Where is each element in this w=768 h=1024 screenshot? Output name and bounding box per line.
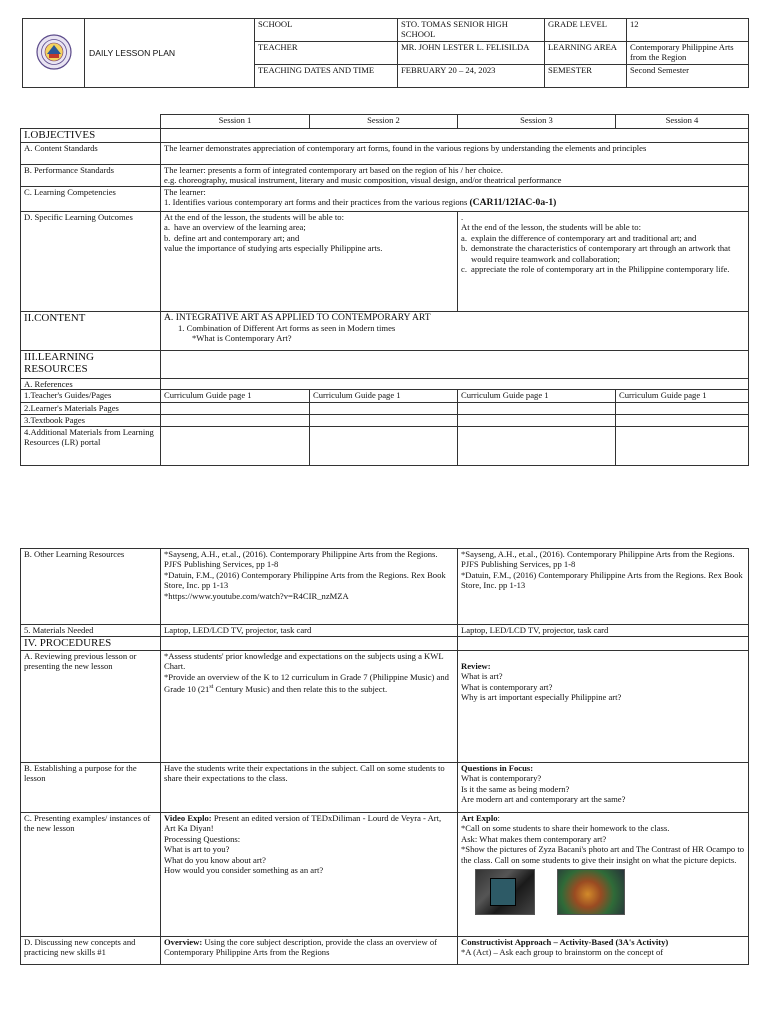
dates-value: FEBRUARY 20 – 24, 2023 — [398, 65, 545, 88]
outcomes-left-intro: At the end of the lesson, the students will be able to: — [164, 212, 344, 222]
overview-text: Using the core subject description, provide the class an overview of Contemporary Philippine Arts from the Regions — [164, 937, 438, 958]
textbook-s3 — [458, 415, 616, 426]
performance-standards-label: B. Performance Standards — [21, 165, 161, 187]
examples-right — [458, 813, 749, 937]
header-table — [22, 18, 749, 88]
outcomes-right-a: explain the difference of contemporary art and traditional art; and — [471, 232, 697, 243]
content-line-1: A. INTEGRATIVE ART AS APPLIED TO CONTEMPORARY ART — [164, 312, 431, 323]
content-line-2: 1. Combination of Different Art forms as seen in Modern times — [178, 323, 396, 333]
purpose-right-q3: Are modern art and contemporary art the same? — [461, 794, 626, 805]
teachers-guide-session-1: Curriculum Guide page 1 — [161, 390, 310, 403]
examples-right-2: Ask: What makes them contemporary art? — [461, 833, 607, 844]
performance-standards-text — [161, 165, 749, 187]
outcomes-right-dot: . — [461, 212, 464, 222]
outcomes-left-a: have an overview of the learning area; — [174, 222, 306, 233]
outcomes-right-b: demonstrate the characteristics of contemporary art through an artwork that would require teamwork and collaboration; — [471, 243, 731, 264]
procedures-blank-left — [161, 637, 458, 651]
resources-blank — [161, 351, 749, 379]
teachers-guide-session-4: Curriculum Guide page 1 — [616, 390, 749, 403]
competencies-label: C. Learning Competencies — [21, 187, 161, 212]
review-left-2b: Century Music) and then relate this to the subject. — [213, 684, 388, 695]
textbook-label: 3.Textbook Pages — [21, 415, 161, 426]
outcomes-right-intro: At the end of the lesson, the students will be able to: — [461, 222, 641, 233]
additional-s4 — [616, 426, 749, 465]
learners-materials-label: 2.Learner's Materials Pages — [21, 403, 161, 415]
purpose-right-q2: Is it the same as being modern? — [461, 783, 570, 794]
specific-outcomes-left: At the end of the lesson, the students will be able to: a. have an overview of the learning area; b. define art and contemporary art; and value the importance of studying arts especially Philippine arts. — [161, 212, 458, 312]
learners-s1 — [161, 403, 310, 415]
school-label: SCHOOL — [255, 19, 398, 42]
review-left-2a: *Provide an overview of the K to 12 curriculum in Grade 7 (Philippine Music) and Grade 10 (21 — [164, 671, 449, 695]
content-heading: II.CONTENT — [21, 312, 161, 351]
review-right-q2: What is contemporary art? — [461, 681, 553, 692]
deped-seal-icon — [36, 34, 72, 70]
materials-label: 5. Materials Needed — [21, 625, 161, 637]
learners-s2 — [310, 403, 458, 415]
examples-left — [161, 813, 458, 937]
review-left — [161, 651, 458, 763]
other-left-1: *Sayseng, A.H., et.al., (2016). Contemporary Philippine Arts from the Regions. PJFS Publishing Services, pp 1-8 — [164, 549, 438, 570]
contrast-painting-image — [557, 869, 625, 915]
objectives-heading: I.OBJECTIVES — [21, 129, 161, 143]
procedures-heading: IV. PROCEDURES — [21, 637, 161, 651]
constructivist-label: Constructivist Approach – Activity-Based (3A's Activity) — [461, 937, 669, 947]
references-label: A. References — [21, 379, 161, 390]
outcomes-left-b: define art and contemporary art; and — [174, 232, 300, 243]
content-line-3: *What is Contemporary Art? — [192, 333, 292, 344]
other-left-3: *https://www.youtube.com/watch?v=R4CIR_nzMZA — [164, 590, 349, 601]
session-2-header: Session 2 — [310, 115, 458, 129]
teacher-value: MR. JOHN LESTER L. FELISILDA — [398, 42, 545, 65]
teacher-label: TEACHER — [255, 42, 398, 65]
objectives-blank — [161, 129, 749, 143]
review-right-q3: Why is art important especially Philippine art? — [461, 692, 622, 703]
purpose-right — [458, 763, 749, 813]
photo-art-image — [475, 869, 535, 915]
examples-right-3: *Show the pictures of Zyza Bacani's photo art and The Contrast of HR Ocampo to the class. Call on some students to give their insight on what the picture depicts. — [461, 844, 745, 865]
discussing-label: D. Discussing new concepts and practicing new skills #1 — [21, 937, 161, 965]
review-right-title: Review: — [461, 661, 491, 671]
content-standards-text: The learner demonstrates appreciation of contemporary art forms, found in the various regions by understanding the elements and principles — [161, 143, 749, 165]
review-left-2 — [164, 672, 454, 695]
area-label: LEARNING AREA — [545, 42, 627, 65]
grade-value: 12 — [627, 19, 749, 42]
teachers-guides-label: 1.Teacher's Guides/Pages — [21, 390, 161, 403]
blank-corner — [21, 115, 161, 129]
lesson-plan-table-1 — [20, 114, 749, 466]
examples-left-q1: What is art to you? — [164, 844, 230, 855]
performance-line-2: e.g. choreography, musical instrument, literary and music composition, visual design, and/or theatrical performance — [164, 175, 562, 186]
other-resources-right — [458, 549, 749, 625]
textbook-s1 — [161, 415, 310, 426]
outcomes-left-c: value the importance of studying arts especially Philippine arts. — [164, 243, 383, 254]
purpose-left: Have the students write their expectations in the subject. Call on some students to share their expectations to the class. — [161, 763, 458, 813]
content-standards-label: A. Content Standards — [21, 143, 161, 165]
additional-materials-label: 4.Additional Materials from Learning Resources (LR) portal — [21, 426, 161, 465]
other-resources-label: B. Other Learning Resources — [21, 549, 161, 625]
page-title: DAILY LESSON PLAN — [85, 19, 255, 88]
teachers-guide-session-3: Curriculum Guide page 1 — [458, 390, 616, 403]
area-value: Contemporary Philippine Arts from the Region — [627, 42, 749, 65]
procedures-blank-right — [458, 637, 749, 651]
resources-heading: III.LEARNING RESOURCES — [21, 351, 161, 379]
outcomes-right-c: appreciate the role of contemporary art in the Philippine contemporary life. — [471, 264, 730, 275]
constructivist-text: *A (Act) – Ask each group to brainstorm on the concept of — [461, 947, 664, 958]
specific-outcomes-label: D. Specific Learning Outcomes — [21, 212, 161, 312]
textbook-s4 — [616, 415, 749, 426]
review-right — [458, 651, 749, 763]
semester-value: Second Semester — [627, 65, 749, 88]
discussing-right — [458, 937, 749, 965]
session-4-header: Session 4 — [616, 115, 749, 129]
processing-questions: Processing Questions: — [164, 833, 241, 844]
overview-label: Overview: — [164, 937, 203, 947]
dates-label: TEACHING DATES AND TIME — [255, 65, 398, 88]
purpose-right-title: Questions in Focus: — [461, 763, 534, 773]
purpose-label: B. Establishing a purpose for the lesson — [21, 763, 161, 813]
additional-s1 — [161, 426, 310, 465]
review-left-2sup: st — [209, 684, 214, 691]
additional-s3 — [458, 426, 616, 465]
other-left-2: *Datuin, F.M., (2016) Contemporary Philippine Arts from the Regions. Rex Book Store, Inc. pp 1-13 — [164, 569, 446, 591]
art-explo-label: Art Explo — [461, 813, 498, 823]
learners-s4 — [616, 403, 749, 415]
lesson-plan-table-2 — [20, 548, 749, 965]
examples-left-q3: How would you consider something as an art? — [164, 865, 324, 876]
video-explo-text: Present an edited version of TEDxDiliman - Lourd de Veyra - Art, Art Ka Diyan! — [164, 813, 442, 834]
competencies-line-1: The learner: — [164, 187, 206, 197]
references-blank — [161, 379, 749, 390]
school-value: STO. TOMAS SENIOR HIGH SCHOOL — [398, 19, 545, 42]
other-right-1: *Sayseng, A.H., et.al., (2016). Contemporary Philippine Arts from the Regions. PJFS Publishing Services, pp 1-8 — [461, 549, 735, 570]
competencies-text — [161, 187, 749, 212]
purpose-right-q1: What is contemporary? — [461, 773, 542, 784]
video-explo-label: Video Explo: — [164, 813, 212, 823]
session-3-header: Session 3 — [458, 115, 616, 129]
session-1-header: Session 1 — [161, 115, 310, 129]
examples-left-q2: What do you know about art? — [164, 854, 266, 865]
discussing-left — [161, 937, 458, 965]
materials-left: Laptop, LED/LCD TV, projector, task card — [161, 625, 458, 637]
other-resources-left — [161, 549, 458, 625]
specific-outcomes-right: . At the end of the lesson, the students will be able to: a. explain the difference of contemporary art and traditional art; and b. demonstrate the characteristics of contemporary art through an artwork that would require teamwork and collaboration; c. appreciate the role of contemporary art in the Philippine contemporary life. — [458, 212, 749, 312]
content-text — [161, 312, 749, 351]
semester-label: SEMESTER — [545, 65, 627, 88]
grade-label: GRADE LEVEL — [545, 19, 627, 42]
textbook-s2 — [310, 415, 458, 426]
art-explo-colon: : — [497, 813, 500, 823]
review-right-q1: What is art? — [461, 671, 503, 682]
competencies-code: (CAR11/12IAC-0a-1) — [469, 197, 557, 209]
review-left-1: *Assess students' prior knowledge and expectations on the subjects using a KWL Chart. — [164, 651, 444, 672]
examples-right-1: *Call on some students to share their homework to the class. — [461, 823, 670, 834]
additional-s2 — [310, 426, 458, 465]
materials-right: Laptop, LED/LCD TV, projector, task card — [458, 625, 749, 637]
other-right-2: *Datuin, F.M., (2016) Contemporary Philippine Arts from the Regions. Rex Book Store, Inc. pp 1-13 — [461, 569, 743, 591]
examples-label: C. Presenting examples/ instances of the new lesson — [21, 813, 161, 937]
performance-line-1: The learner: presents a form of integrated contemporary art based on the region of his / her choice. — [164, 165, 503, 175]
competencies-line-2: 1. Identifies various contemporary art forms and their practices from the various regions — [164, 197, 468, 208]
teachers-guide-session-2: Curriculum Guide page 1 — [310, 390, 458, 403]
learners-s3 — [458, 403, 616, 415]
deped-seal — [23, 19, 85, 88]
review-label: A. Reviewing previous lesson or presenting the new lesson — [21, 651, 161, 763]
